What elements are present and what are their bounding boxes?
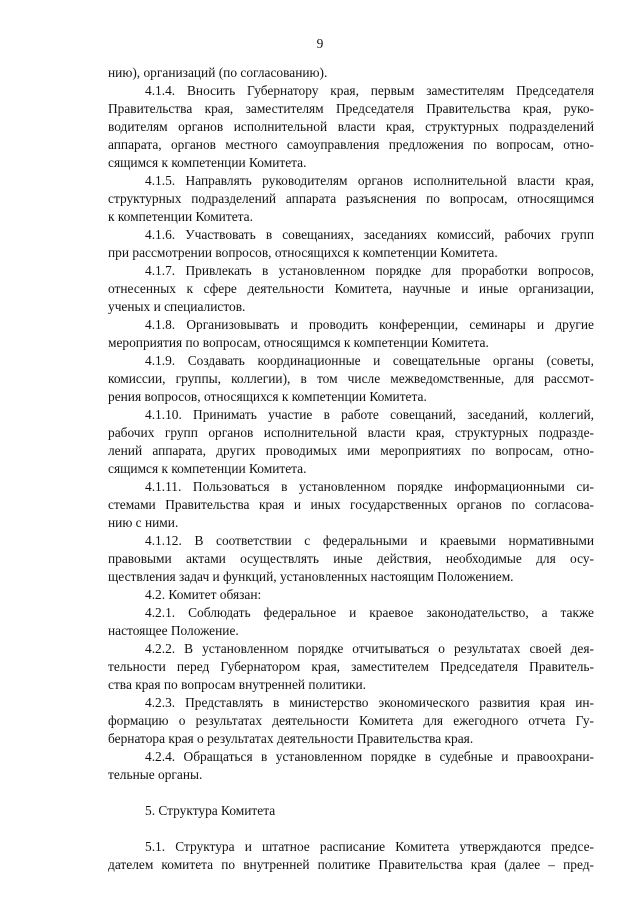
text-line: аппарата, органов местного самоуправления предложения по вопросам, отно- [108, 137, 594, 152]
text-line: мероприятия по вопросам, относящимся к компетенции Комитета. [108, 335, 489, 350]
text-line: Правительства края, заместителям Председателя Правительства края, руко- [108, 101, 594, 116]
text-line: отнесенных к сфере деятельности Комитета, научные и иные организации, [108, 281, 594, 296]
text-line: водителям органов исполнительной власти края, структурных подразделений [108, 119, 594, 134]
text-line: при рассмотрении вопросов, относящихся к компетенции Комитета. [108, 245, 498, 260]
text-line: 4.1.8. Организовывать и проводить конференции, семинары и другие [145, 317, 594, 332]
text-line: рабочих групп органов исполнительной власти края, структурных подразде- [108, 425, 594, 440]
text-line: нию с ними. [108, 515, 179, 530]
text-line: настоящее Положение. [108, 623, 239, 638]
text-line: правовыми актами осуществлять иные действия, необходимые для осу- [108, 551, 594, 566]
text-line: 4.1.10. Принимать участие в работе совещаний, заседаний, коллегий, [145, 407, 594, 422]
text-line: 4.1.4. Вносить Губернатору края, первым заместителям Председателя [145, 83, 594, 98]
text-line: нию), организаций (по согласованию). [108, 65, 328, 80]
text-line: 4.2. Комитет обязан: [145, 587, 262, 602]
text-line: ществления задач и функций, установленных настоящим Положением. [108, 569, 514, 584]
page-number: 9 [316, 36, 324, 51]
text-line: бернатора края о результатах деятельности Правительства края. [108, 731, 474, 746]
text-line: лений аппарата, других проводимых ими мероприятиях по вопросам, отно- [108, 443, 594, 458]
text-line: рения вопросов, относящихся к компетенции Комитета. [108, 389, 427, 404]
text-line: формацию о результатах деятельности Комитета для ежегодного отчета Гу- [108, 713, 594, 728]
text-line: 4.1.5. Направлять руководителям органов исполнительной власти края, [145, 173, 594, 188]
text-line: 4.1.7. Привлекать в установленном порядке для проработки вопросов, [145, 263, 594, 278]
section-heading: 5. Структура Комитета [145, 803, 276, 818]
text-line: ученых и специалистов. [108, 299, 246, 314]
text-line: ства края по вопросам внутренней политики. [108, 677, 366, 692]
text-line: 4.1.12. В соответствии с федеральными и краевыми нормативными [145, 533, 594, 548]
text-line: 4.1.9. Создавать координационные и совещательные органы (советы, [145, 353, 594, 368]
text-line: 4.2.1. Соблюдать федеральное и краевое законодательство, а также [145, 605, 594, 620]
text-line: тельности перед Губернатором края, заместителем Председателя Правитель- [108, 659, 594, 674]
text-line: 4.1.11. Пользоваться в установленном порядке информационными си- [145, 479, 594, 494]
text-line: комиссии, группы, коллегии), в том числе межведомственные, для рассмот- [108, 371, 594, 386]
text-line: стемами Правительства края и иных государственных органов по согласова- [108, 497, 594, 512]
text-line: сящимся к компетенции Комитета. [108, 155, 307, 170]
text-line: дателем комитета по внутренней политике Правительства края (далее – пред- [108, 857, 594, 872]
text-line: 4.1.6. Участвовать в совещаниях, заседаниях комиссий, рабочих групп [145, 227, 594, 242]
text-line: к компетенции Комитета. [108, 209, 253, 224]
text-line: 5.1. Структура и штатное расписание Комитета утверждаются предсе- [145, 839, 594, 854]
text-line: тельные органы. [108, 767, 203, 782]
text-line: сящимся к компетенции Комитета. [108, 461, 307, 476]
text-line: 4.2.2. В установленном порядке отчитываться о результатах своей дея- [145, 641, 594, 656]
text-line: структурных подразделений аппарата разъяснения по вопросам, относящимся [108, 191, 594, 206]
text-line: 4.2.3. Представлять в министерство экономического развития края ин- [145, 695, 594, 710]
text-line: 4.2.4. Обращаться в установленном порядке в судебные и правоохрани- [145, 749, 594, 764]
